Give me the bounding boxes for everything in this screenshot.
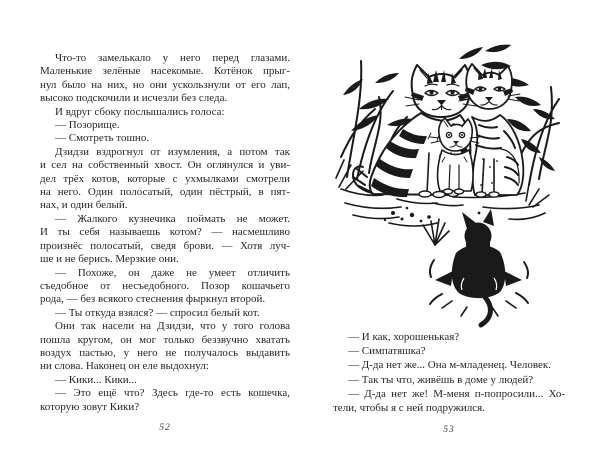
text-line: пошла кругом, он мог только беззвучно хватать [40, 333, 290, 346]
text-line: — Так ты что, живёшь в доме у людей? [348, 373, 534, 386]
text-line: — Похоже, он даже не умеет отличить [55, 266, 290, 279]
text-line: высоко подскочили и исчезли без следа. [40, 92, 228, 105]
paragraph [333, 387, 565, 415]
page-number-left: 52 [159, 423, 171, 433]
text-line: — Смотреть тошно. [55, 132, 150, 145]
text-line: съедобное от несъедобного. Позор кошачьего [40, 279, 290, 292]
text-line: дел трёх котов, которые с ухмылками смотрели [40, 172, 290, 185]
text-line: нул было на них, но они ускользнули от его лап, [40, 78, 290, 91]
text-line: — Симпатяшка? [348, 345, 426, 358]
paragraph [333, 330, 565, 344]
text-line: — Позорище. [55, 119, 120, 132]
paragraph [40, 307, 290, 320]
paragraph [40, 374, 290, 387]
paragraph [333, 344, 565, 358]
text-line: — Жалкого кузнечика поймать не может. [55, 212, 290, 225]
paragraph [40, 146, 290, 213]
text-line: И ты себя называешь котом? — насмешливо [40, 226, 290, 239]
page-number-right: 53 [443, 425, 455, 435]
text-line: воздух пастью, у него не получалось выдавить [40, 346, 290, 359]
text-line: нах, и один белый. [40, 199, 128, 212]
text-line: произнёс полосатый, сведя брови. — Хотя луч- [40, 239, 290, 252]
text-line: ни слова. Наконец он еле выдохнул: [40, 360, 209, 373]
paragraph [333, 358, 565, 372]
paragraph [40, 320, 290, 374]
left-page-text [40, 52, 290, 414]
text-line: Что-то замелькало у него перед глазами. [55, 52, 290, 64]
paragraph [40, 267, 290, 307]
text-line: ше и не берись. Мерзкие они. [40, 253, 179, 266]
paragraph [40, 52, 290, 106]
paragraph [40, 213, 290, 267]
right-page-text [333, 330, 565, 415]
cats-illustration [333, 36, 565, 330]
text-line: на него. Один полосатый, один пёстрый, в пят- [40, 186, 290, 199]
text-line: Дзидзи вздрогнул от изумления, а потом так [55, 145, 290, 158]
text-line: — Ты откуда взялся? — спросил белый кот. [55, 306, 260, 319]
text-line: — Д-да нет же... Она м-младенец. Человек. [348, 359, 551, 372]
text-line: Маленькие зелёные насекомые. Котёнок прыг- [40, 65, 290, 78]
text-line: — Это ещё что? Здесь где-то есть кошечка, [55, 387, 290, 400]
text-line: и сел на собственный хвост. Он оглянулся и уви- [40, 159, 290, 172]
text-line: — Д-да нет же! М-меня п-попросили... Хо- [348, 387, 565, 400]
paragraph [40, 387, 290, 414]
text-line: которую зовут Кики? [40, 400, 140, 413]
paragraph [40, 119, 290, 132]
text-line: Они так насели на Дзидзи, что у того голова [55, 320, 290, 333]
paragraph [40, 132, 290, 145]
black-kitten [430, 209, 528, 325]
text-line: — И как, хорошенькая? [348, 331, 460, 343]
text-line: И вдруг сбоку послышались голоса: [55, 105, 225, 118]
paragraph [333, 373, 565, 387]
text-line: рода, — без всякого стеснения фыркнул второй. [40, 293, 266, 306]
text-line: тели, чтобы я с ней подружился. [333, 402, 485, 415]
text-line: — Кики... Кики... [55, 373, 137, 386]
paragraph [40, 106, 290, 119]
